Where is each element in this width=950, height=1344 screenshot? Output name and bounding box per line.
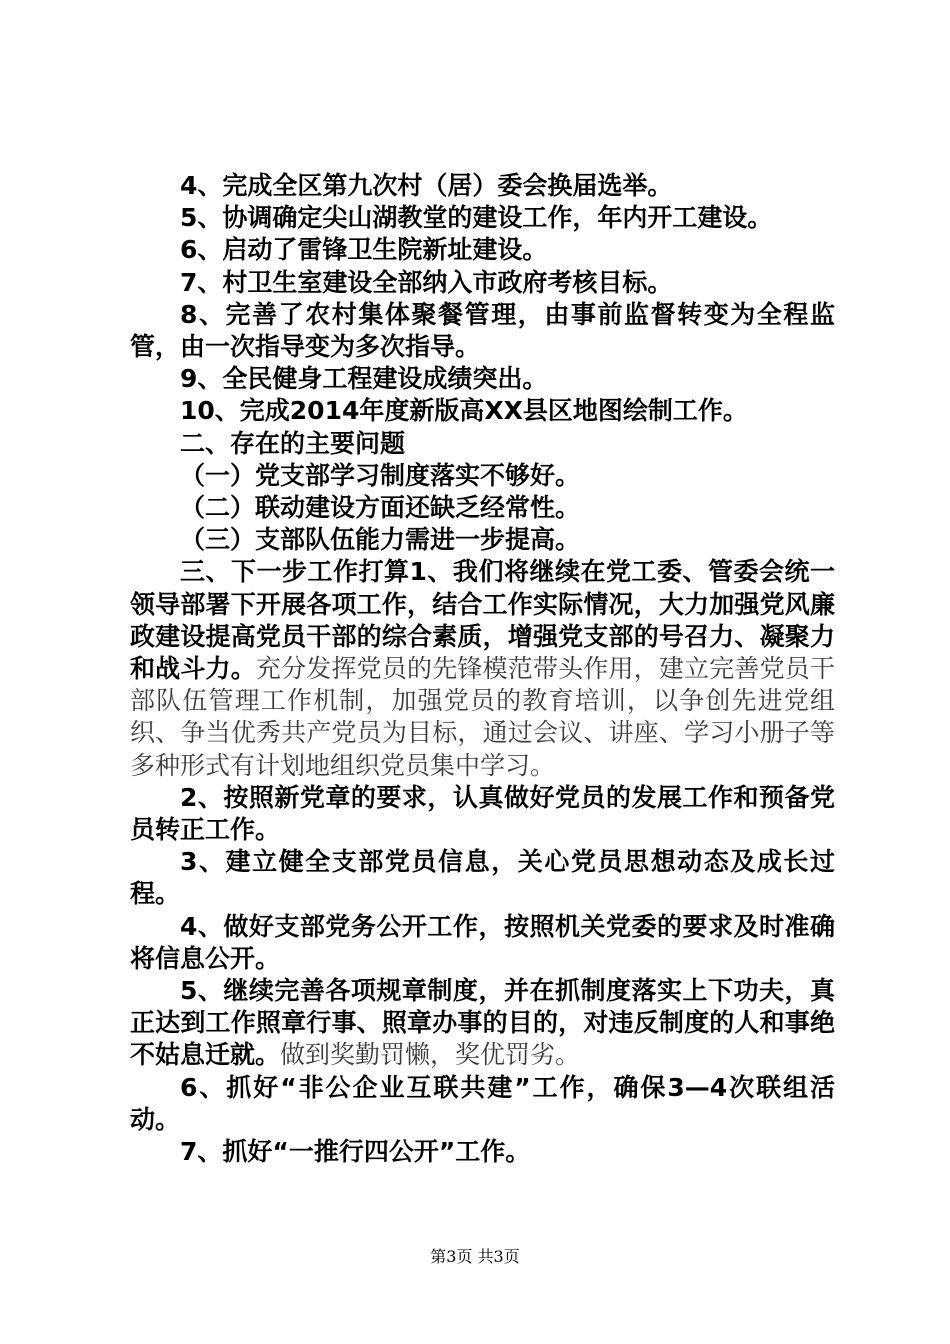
paragraph: 10、完成2014年度新版高XX县区地图绘制工作。 [180, 396, 748, 426]
paragraph: 9、全民健身工程建设成绩突出。 [180, 364, 548, 394]
paragraph: 5、协调确定尖山湖教堂的建设工作，年内开工建设。 [180, 203, 773, 233]
paragraph: 3、建立健全支部党员信息，关心党员思想动态及成长过程。 [130, 847, 835, 909]
paragraph-rules [130, 975, 835, 1072]
paragraph: 6、抓好“非公企业互联共建”工作，确保3—4次联组活动。 [130, 1072, 835, 1134]
paragraph: 7、抓好“一推行四公开”工作。 [180, 1137, 531, 1167]
paragraph: 2、按照新党章的要求，认真做好党员的发展工作和预备党员转正工作。 [130, 782, 835, 845]
paragraph: 8、完善了农村集体聚餐管理，由事前监督转变为全程监管，由一次指导变为多次指导。 [130, 299, 835, 362]
paragraph-next-steps [130, 556, 835, 781]
document-body [130, 170, 835, 1168]
paragraph: 4、做好支部党务公开工作，按照机关党委的要求及时准确将信息公开。 [130, 911, 835, 973]
paragraph: （三）支部队伍能力需进一步提高。 [180, 525, 581, 555]
paragraph: （二）联动建设方面还缺乏经常性。 [180, 493, 581, 523]
paragraph-light-text: 充分发挥党员的先锋模范带头作用，建立完善党员干部队伍管理工作机制，加强党员的教育培训，以争创先进党组织、争当优秀共产党员为目标，通过会议、讲座、学习小册子等多种形式有计划地组织党员集中学习。 [130, 654, 835, 780]
section-heading: 二、存在的主要问题 [180, 428, 406, 458]
paragraph-light-text: 做到奖勤罚懒，奖优罚劣。 [280, 1040, 581, 1070]
paragraph-strong-text: 三、下一步工作打算1、我们将继续在党工委、管委会统一领导部署下开展各项工作，结合工作实际情况，大力加强党风廉政建设提高党员干部的综合素质，增强党支部的号召力、凝聚力和战斗力。 [130, 557, 835, 684]
paragraph: 4、完成全区第九次村（居）委会换届选举。 [180, 171, 673, 200]
paragraph: 6、启动了雷锋卫生院新址建设。 [180, 235, 548, 265]
paragraph: 7、村卫生室建设全部纳入市政府考核目标。 [180, 267, 673, 297]
paragraph-strong-text: 5、继续完善各项规章制度，并在抓制度落实上下功夫，真正达到工作照章行事、照章办事的目的，对违反制度的人和事绝不姑息迁就。 [130, 976, 835, 1070]
page-number: 第3页 共3页 [430, 1247, 520, 1266]
page-footer [0, 1244, 950, 1267]
paragraph: （一）党支部学习制度落实不够好。 [180, 460, 581, 490]
